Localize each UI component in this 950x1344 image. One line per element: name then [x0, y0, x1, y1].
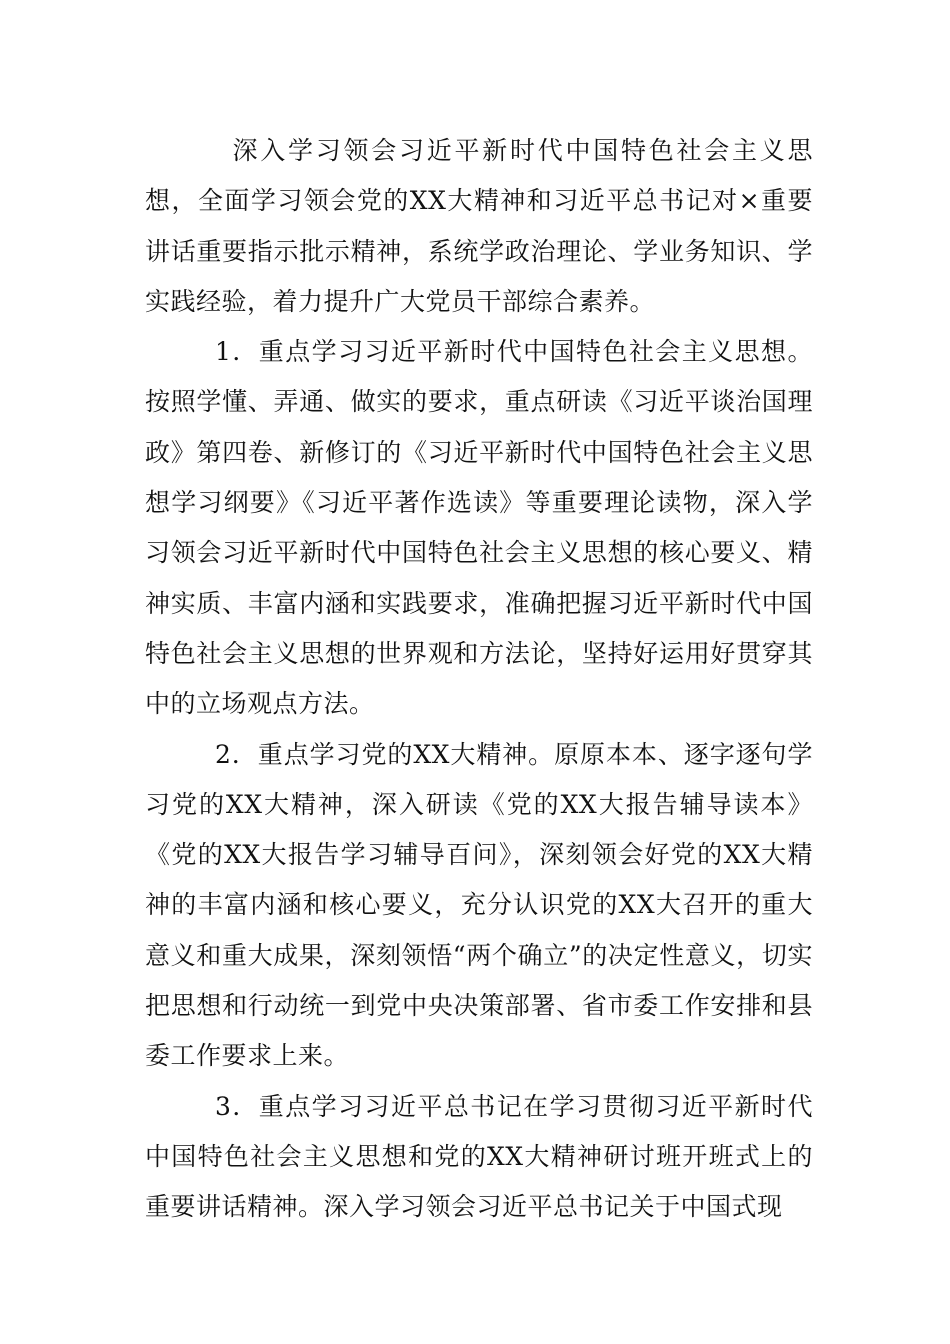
- document-body: [145, 126, 813, 1233]
- paragraph-item-1: 1．重点学习习近平新时代中国特色社会主义思想。按照学懂、弄通、做实的要求，重点研读《习近平谈治国理政》第四卷、新修订的《习近平新时代中国特色社会主义思想学习纲要》《习近平著作选读》等重要理论读物，深入学习领会习近平新时代中国特色社会主义思想的核心要义、精神实质、丰富内涵和实践要求，准确把握习近平新时代中国特色社会主义思想的世界观和方法论，坚持好运用好贯穿其中的立场观点方法。: [145, 337, 813, 719]
- paragraph-item-3: 3．重点学习习近平总书记在学习贯彻习近平新时代中国特色社会主义思想和党的XX大精神研讨班开班式上的重要讲话精神。深入学习领会习近平总书记关于中国式现: [145, 1091, 813, 1222]
- paragraph-item-2: 2．重点学习党的XX大精神。原原本本、逐字逐句学习党的XX大精神，深入研读《党的XX大报告辅导读本》《党的XX大报告学习辅导百问》，深刻领会好党的XX大精神的丰富内涵和核心要义，充分认识党的XX大召开的重大意义和重大成果，深刻领悟“两个确立”的决定性意义，切实把思想和行动统一到党中央决策部署、省市委工作安排和县委工作要求上来。: [145, 739, 813, 1071]
- paragraph-intro: 深入学习领会习近平新时代中国特色社会主义思想，全面学习领会党的XX大精神和习近平总书记对×重要讲话重要指示批示精神，系统学政治理论、学业务知识、学实践经验，着力提升广大党员干部综合素养。: [145, 136, 813, 316]
